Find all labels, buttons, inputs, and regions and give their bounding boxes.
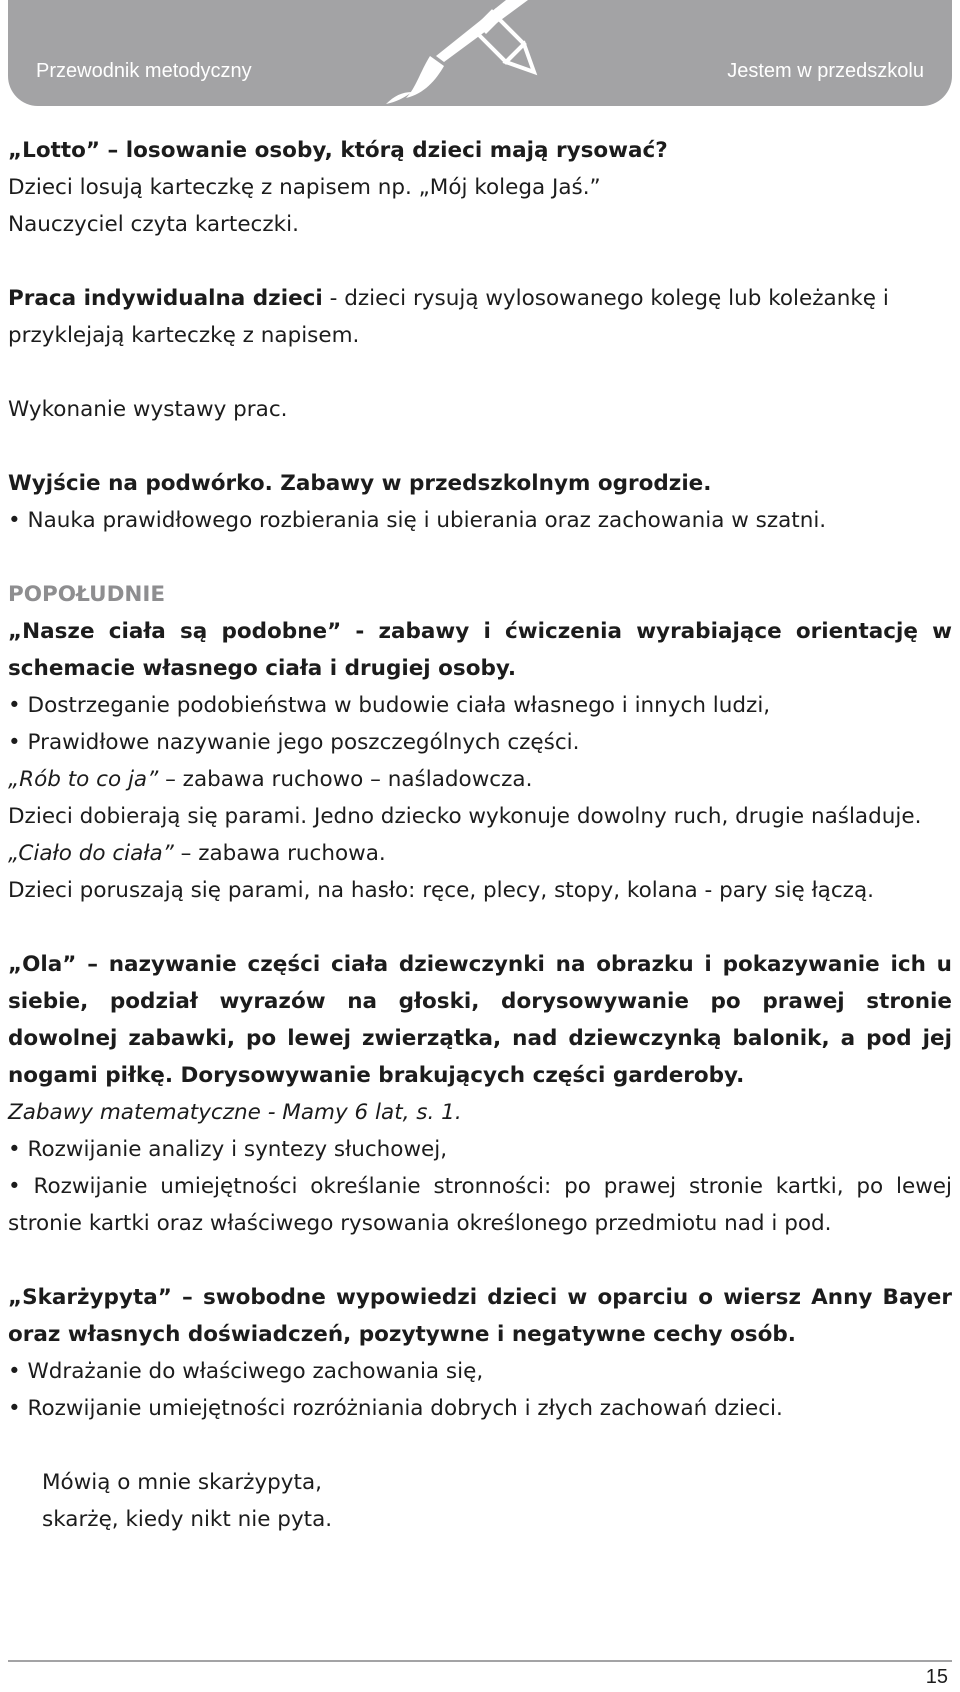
nasze-title: „Nasze ciała są podobne” - zabawy i ćwiczenia wyrabiające orientację w schemacie własnego ciała i drugiej osoby. [8,619,952,681]
cialo-line [8,835,952,872]
page-number: 15 [925,1666,948,1688]
ola-bullet-1: • Rozwijanie analizy i syntezy słuchowej, [8,1137,448,1162]
lotto-line-1: Dzieci losują karteczkę z napisem np. „Mój kolega Jaś.” [8,175,601,200]
praca-label: Praca indywidualna dzieci [8,286,323,311]
praca-paragraph [8,280,952,354]
nasze-bullet-1: • Dostrzeganie podobieństwa w budowie ciała własnego i innych ludzi, [8,693,771,718]
wyjscie-bullet: • Nauka prawidłowego rozbierania się i ubierania oraz zachowania w szatni. [8,508,827,533]
ola-reference: Zabawy matematyczne - Mamy 6 lat, s. 1. [8,1100,462,1125]
nasze-bullet-2: • Prawidłowe nazywanie jego poszczególnych części. [8,730,580,755]
header-left-title: Przewodnik metodyczny [36,60,252,82]
footer-divider [8,1660,952,1662]
section-title-popoludnie: POPOŁUDNIE [8,582,166,607]
cialo-description: Dzieci poruszają się parami, na hasło: ręce, plecy, stopy, kolana - pary się łączą. [8,878,874,903]
cialo-subtitle: – zabawa ruchowa. [173,841,386,866]
page-content [8,132,952,1538]
page-header [8,0,952,106]
cialo-title: „Ciało do ciała” [8,841,174,866]
skarz-bullet-2: • Rozwijanie umiejętności rozróżniania dobrych i złych zachowań dzieci. [8,1396,783,1421]
lotto-line-2: Nauczyciel czyta karteczki. [8,212,299,237]
rob-title: „Rób to co ja” [8,767,159,792]
praca-text: - dzieci rysują wylosowanego kolegę lub koleżankę i przyklejają karteczkę z napisem. [8,286,889,348]
rob-description: Dzieci dobierają się parami. Jedno dziecko wykonuje dowolny ruch, drugie naśladuje. [8,804,922,829]
poem-line-1: Mówią o mnie skarżypyta, [42,1470,322,1495]
wystawa-text: Wykonanie wystawy prac. [8,397,288,422]
skarz-title: „Skarżypyta” – swobodne wypowiedzi dzieci w oparciu o wiersz Anny Bayer oraz własnych doświadczeń, pozytywne i negatywne cechy osób. [8,1285,952,1347]
lotto-title: „Lotto” – losowanie osoby, którą dzieci mają rysować? [8,138,668,163]
rob-subtitle: – zabawa ruchowo – naśladowcza. [158,767,533,792]
skarz-bullet-1: • Wdrażanie do właściwego zachowania się, [8,1359,484,1384]
paintbrush-icon [378,0,628,106]
ola-bullet-2: • Rozwijanie umiejętności określanie stronności: po prawej stronie kartki, po lewej stronie kartki oraz właściwego rysowania określonego przedmiotu nad i pod. [8,1174,952,1236]
wyjscie-title: Wyjście na podwórko. Zabawy w przedszkolnym ogrodzie. [8,471,712,496]
rob-line [8,761,952,798]
ola-title: „Ola” – nazywanie części ciała dziewczynki na obrazku i pokazywanie ich u siebie, podział wyrazów na głoski, dorysowywanie po prawej stronie dowolnej zabawki, po lewej zwierzątka, nad dziewczynką balonik, a pod jej nogami piłkę. Dorysowywanie brakujących części garderoby. [8,952,952,1088]
poem [8,1464,952,1538]
header-right-title: Jestem w przedszkolu [727,60,924,82]
poem-line-2: skarżę, kiedy nikt nie pyta. [42,1507,333,1532]
